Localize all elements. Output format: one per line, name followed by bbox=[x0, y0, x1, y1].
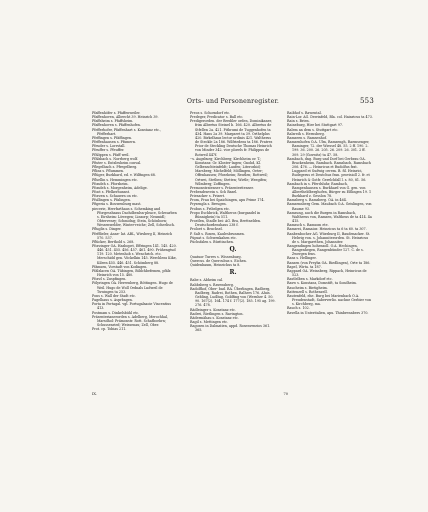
index-entry: Pons s. Wall der Stadt etc. bbox=[92, 293, 136, 298]
index-entry: Ramsenhofen O.A. Ulm, Ramsengh, Raemsenger, Raminger, 72. der Wiessel 48. 55. 2 ff. 190. 2. 199. 36. 200. 26. 205. 26. 209. 26. 301. 2 ff. 309. 29 (Goswitz) ta 47. 58. bbox=[287, 140, 370, 157]
index-entry: Pagelhaus s. Asprbagen. bbox=[92, 298, 133, 303]
index-entry: Proloet s. Bruchsel. bbox=[190, 227, 223, 232]
index-entry: Ravella in Unteritalien, apu. Thinbrennbers 370. bbox=[287, 310, 369, 315]
index-entry: Pflegelbach s. Pfregelberg. bbox=[92, 165, 138, 170]
index-entry: Quidenbaum, Heinrichus ta 8. bbox=[190, 263, 241, 268]
index-entry: Rädermähau s. Konstanz etc. bbox=[190, 315, 239, 320]
index-entry: Priesacker s. Prizert. bbox=[190, 194, 226, 199]
index-entry: Pfaffenhoven s. Pfaffenhofen. bbox=[92, 123, 141, 128]
index-entry: Radolfhof, Ober- bad. RA. Überlingen, Radberg, Radberg, Radrei, Rothen, Ralhers 176. Aluis. Gebling, Ludliug, Goldfing von (Wernher 4. 50. 90. 167(2). 164. 174 f. 177(2). 185. 195 ag. 199. 276. 478. bbox=[190, 286, 276, 308]
index-entry: Pflsellin s. Hemmingen etc. bbox=[92, 177, 138, 182]
index-entry: Pfaffenhöfer s. Pfaffenweiler. bbox=[92, 111, 141, 115]
index-entry: Pölyringen OA. Herrenberg, Böttingen. Hugo de Weil. Hugo de Woll Ordnals Ludweil de Tuwingen ta 253. bbox=[92, 281, 173, 294]
index-entry: Rastlelben s. Markdorf etc. bbox=[287, 277, 333, 282]
index-entry: Pfeuffer s. Pfeuffer. bbox=[92, 148, 125, 153]
volume-signature: IX. bbox=[92, 392, 97, 396]
index-entry: Ramsrei, Ramaios: Heinricus ta 6 ta 60. ta 307. bbox=[287, 227, 367, 232]
index-entry: Preos s. Schorndorf etc. bbox=[190, 111, 231, 115]
index-entry: Raucheim s. Bietigheim. bbox=[287, 285, 328, 290]
index-entry: Rapel, Wirta. ta 187. bbox=[287, 264, 322, 269]
index-entry: P. Salt s. Rosen, Kaulesbrunmen. bbox=[190, 231, 245, 236]
index-entry: Rain s. Brien. bbox=[287, 119, 310, 124]
entries-q bbox=[190, 255, 276, 267]
index-entry: piecerie, Herrfarthaus s. Schemking and Pforgesshsaus Dachdbenlsn-pleace, Schwarben s. Eirsheim: Löwegen; Linzorp; Neumidl; Obtervenry; Schmidng; Stein, Schönborn; Wessenwelder, Winter-reiche; Zell, Scherlisch. bbox=[92, 206, 177, 228]
index-entry: Prysengla s. Breugen. bbox=[190, 202, 227, 207]
index-entry: Rauch s. 102. bbox=[287, 306, 310, 311]
index-entry: Postmam s. Dinkelsbühl etc. bbox=[92, 310, 140, 315]
index-entry: Ransen (von Freyba OA. Riedlingen), Orte ta 186. bbox=[287, 260, 371, 265]
index-entry: Rabe s. Abheim cal. bbox=[190, 278, 224, 283]
index-entry: Pfondeh s. Pforzheim. bbox=[92, 181, 129, 186]
index-entry: Prom, Frau bei Spaichingen, apu Prime 174. bbox=[190, 198, 265, 203]
index-entry: Rans s. Hellinger. bbox=[287, 256, 317, 261]
index-column-1 bbox=[92, 111, 178, 331]
index-entry: Ramsennberg Gem. Maubach O.A. Geislingen, von Raume 93. bbox=[287, 202, 372, 211]
index-entry: Pfhlippen s. Pfaff weil. bbox=[92, 152, 130, 157]
index-entry: Rabbsberg s. Ravensberg. bbox=[190, 282, 234, 287]
page-header bbox=[92, 98, 374, 108]
index-entry: Porta in Portagal. vgl. Portugalsaoie Vincentius 413. bbox=[92, 302, 172, 311]
index-entry: Pfhlsbach s. Norrberg wolf. bbox=[92, 156, 139, 161]
entries-r bbox=[190, 278, 276, 332]
index-entry: Prostlen, Stadle bei: AG. Bra, Brettnelden. Deutschordenshaus 238 f. bbox=[190, 219, 262, 228]
index-entry: Raibhof s. Rawental. bbox=[287, 111, 322, 115]
index-entry: Pforzen s. Schauern on etc. bbox=[92, 194, 138, 199]
index-entry: Quatuor Turres s. Wissenburg. bbox=[190, 255, 242, 259]
index-column-2 bbox=[190, 111, 276, 333]
index-entry: Präsenterianerorden s. Adelberg, Merochhal, Marsdhol: Prämonstr. Rott. Schafboehrn; Schussenried; Weissenau; Zell, Ober. bbox=[92, 314, 169, 327]
index-entry: Rain-Lor. AG. Dewinfeld, Bla. col. Hainricus ta 473. bbox=[287, 115, 373, 120]
index-entry: Predeger, Predicator s. Ball etc. bbox=[190, 115, 244, 120]
index-entry: Pfefflieler, Anne- lat. ABL, Wirsberg II, Heinrich 570. 537. bbox=[92, 231, 173, 240]
index-entry: Pfaffenhoven, Albrecht 39. Heinrich 39. bbox=[92, 115, 159, 120]
index-entry: Rappard OA. Weinsberg, Rippach, Heinricus de 523. bbox=[287, 268, 367, 278]
sheet-signature: 70 bbox=[283, 392, 288, 396]
index-entry: Pfeuder s. Lorrstall. bbox=[92, 144, 126, 149]
index-entry: Pfämsen, Vorstadt von Kodingen. bbox=[92, 264, 148, 269]
index-entry: Ragil s. Mettingen etc. bbox=[190, 320, 229, 325]
index-entry: Ramssch s. Ramsom ete. bbox=[287, 223, 329, 228]
index-entry: Pflücker, Berthold s. 268. bbox=[92, 239, 135, 244]
page-number: 553 bbox=[360, 97, 374, 105]
index-entry: Quercus. de Quercubus s. Eichen. bbox=[190, 259, 247, 264]
index-entry: Ragosen in Dalmatien, appd. Rosenvenrios 361. 365. bbox=[190, 324, 271, 333]
index-entry: Pfullingen s. Pfalingen. bbox=[92, 198, 131, 203]
section-letter-r: R. bbox=[229, 269, 237, 277]
index-entry: Pfaffsheim s. Pfaffsheim. bbox=[92, 119, 134, 124]
index-entry: Pfondeh s. Morgenheim, Adelige. bbox=[92, 185, 148, 190]
index-entry: Pfigeria s. Bouwenburg mast. bbox=[92, 202, 142, 207]
index-entry: Rautenfeld, ehe. Burg bei Marienbach O.A. Freudenstadt, Saberverlio. nachne Gerbier von s. Kirchberg, ma. bbox=[287, 293, 372, 307]
index-entry: Premonstratenser s. Präsenteritenser. bbox=[190, 185, 254, 190]
index-entry: Ramsberg s. Ramsberg. OA. in 464. bbox=[287, 198, 347, 203]
index-entry: Prebendenvein s. Sch Basel. bbox=[190, 189, 238, 194]
index-entry: Püchsfalen s. Büritinchen. bbox=[190, 239, 234, 244]
section-letter-q: Q. bbox=[229, 246, 237, 253]
index-entry: Ranbenbocher AG. Würzburg II, Baudenacker. St. Helwig von. s. Johanniterorden. St. Heinricus de s. Margarethen, Johanniter. bbox=[287, 231, 371, 244]
index-entry: Pflinz s. Pflummen. bbox=[92, 169, 125, 174]
index-column-3 bbox=[287, 111, 373, 315]
index-entry: Püpsat s. Schwenkahen etc. bbox=[190, 235, 237, 240]
page-footer bbox=[92, 392, 374, 398]
index-entry: Pforzinger OA. Hasbopet, Effringen 141. 145. 420. 446. 451. 455. 456. 457. 461. 490. Frühengtud 119. 120. Metenhob s. Wenchrich. etc. Merschidd gen. Vöckelkin 145. Werchlens Kike, Kileen 455. 446. 451. Schömberg 88. bbox=[92, 244, 177, 265]
index-entry: Pfälzlacen OA. Tübingen, Bildchbefemen, pfälz Heinrich von 15. 480. bbox=[92, 268, 171, 278]
index-entry: Pfluglis s. Dinger. bbox=[92, 227, 122, 232]
index-entry: Pfister s. Entzlesheim conval. bbox=[92, 160, 142, 165]
index-entry: Raineburg, Hier bei Stuttgart 97. bbox=[287, 123, 343, 128]
index-entry: Ralem an dem s. Stuttgart etc. bbox=[287, 127, 339, 132]
index-entry: Rädleinger s. Konstanz etc. bbox=[190, 307, 236, 312]
entries-p-continued bbox=[190, 111, 276, 244]
index-entry: Rambach in s. Pferdsluhr, Rambach, Rampenhausen s. Burkhard von G. gen. von Albertheldberghofen, Bürger zu Eßlingen 19. 1 Burkhard z. Gesslon 78. bbox=[287, 181, 372, 199]
index-entry: Rambach, dng. Burg und Dorf bei Gerbrau OA. Brackenheim, Rambach. Ramsbach, Ramsbach 206. 476. — Heinricus et Rudolfus frat. Luggaed et Sudwig cerem. B. fil. Heinrici, Rudegerus et Deutchus fran. provisioll 2. fr. et Heinrich & Gotfr. Gerelchfall l. s. 80, 81. 56. bbox=[287, 156, 371, 182]
index-entry: Prot. cp. Tobias 211. bbox=[92, 327, 127, 332]
index-entry: Radrei, Rietlingen s. Ravington. bbox=[190, 311, 244, 316]
index-entry: Propo Eschbrick, Waltheros (burgandel in Bünnighein) ta 511. bbox=[190, 210, 261, 219]
index-entry: Ramseen s. Ramsenhof. bbox=[287, 135, 327, 140]
index-entry: Pfoot s. Pfelkerhunnst. bbox=[92, 189, 131, 194]
running-title: Orts- und Personenregister. bbox=[186, 98, 280, 105]
index-entry: Predigerorden. der Brediler orden, Dominikaner, frim Albertus Steinel b. 166. 420. Albertus de Stfellen 2a. 421. Pithrumi de Tuggenhofen ta 434. Hans 2a 39. Margaret ta 39. Orthelplus 420. Birkelhaus lector ordinis 421. Waltherus de Steckle 2a 186. Wilfriedens ta 186. Fratres Prior de Steckling Deutsche Thomas Heinrich von Minder 342. vice plorels fr. Philippus de Rotweil 447f. bbox=[190, 119, 273, 157]
index-entry: --s. Augsburg; Kirchberg; Kirchheim ov. T.; Konstanz: Gr. Kloster-Ingen; Gnohd, Kl. Gelbenschteinfeldt; Laufen; Literoshid; Marsberg; Michelfeld; Möllingen, Oeter; Offenhausen; Pforzheim; Reutlen; Rottweil; Ortwei, Stetben; Stetten; Wirtle; Weegifen; Wilmberg; Zoffingen. bbox=[190, 156, 268, 186]
index-entry: Pfeffenhausen s. Pfumern. bbox=[92, 140, 137, 145]
index-entry: Pforzl s. Zuspfingen. bbox=[92, 277, 127, 282]
index-entry: Ramsung, auch die Burgen in Ramsbach, Waltherus von, Ramsen, Waltheus de ta 414. 4a 415. bbox=[287, 210, 372, 224]
index-entry: Ralsreih s. Hernsberg. bbox=[287, 131, 325, 136]
index-entry: Rasw s. Konstanz, Domstift, ta Sondheim. bbox=[287, 281, 357, 286]
index-entry: Pfeffingen s. Pfäffingen. bbox=[92, 135, 133, 140]
index-entry: Pflüger, Burkhard, ed. v. Wilfingen 68. bbox=[92, 173, 156, 178]
index-entry: Pfefferhofer, Pfaffenhart s. Konstanz etc., Pfefferhart. bbox=[92, 127, 162, 136]
index-entry: Rattenzell s. Rothenzell. bbox=[287, 289, 328, 294]
index-entry: Probus s. Fribelgen etc. bbox=[190, 206, 230, 211]
index-entry: Rangendingen hohenzoll. O.A. Hechingen, Rangenhegen, Rangenbünder 127. C. de s. Zwergen fens. bbox=[287, 244, 364, 257]
